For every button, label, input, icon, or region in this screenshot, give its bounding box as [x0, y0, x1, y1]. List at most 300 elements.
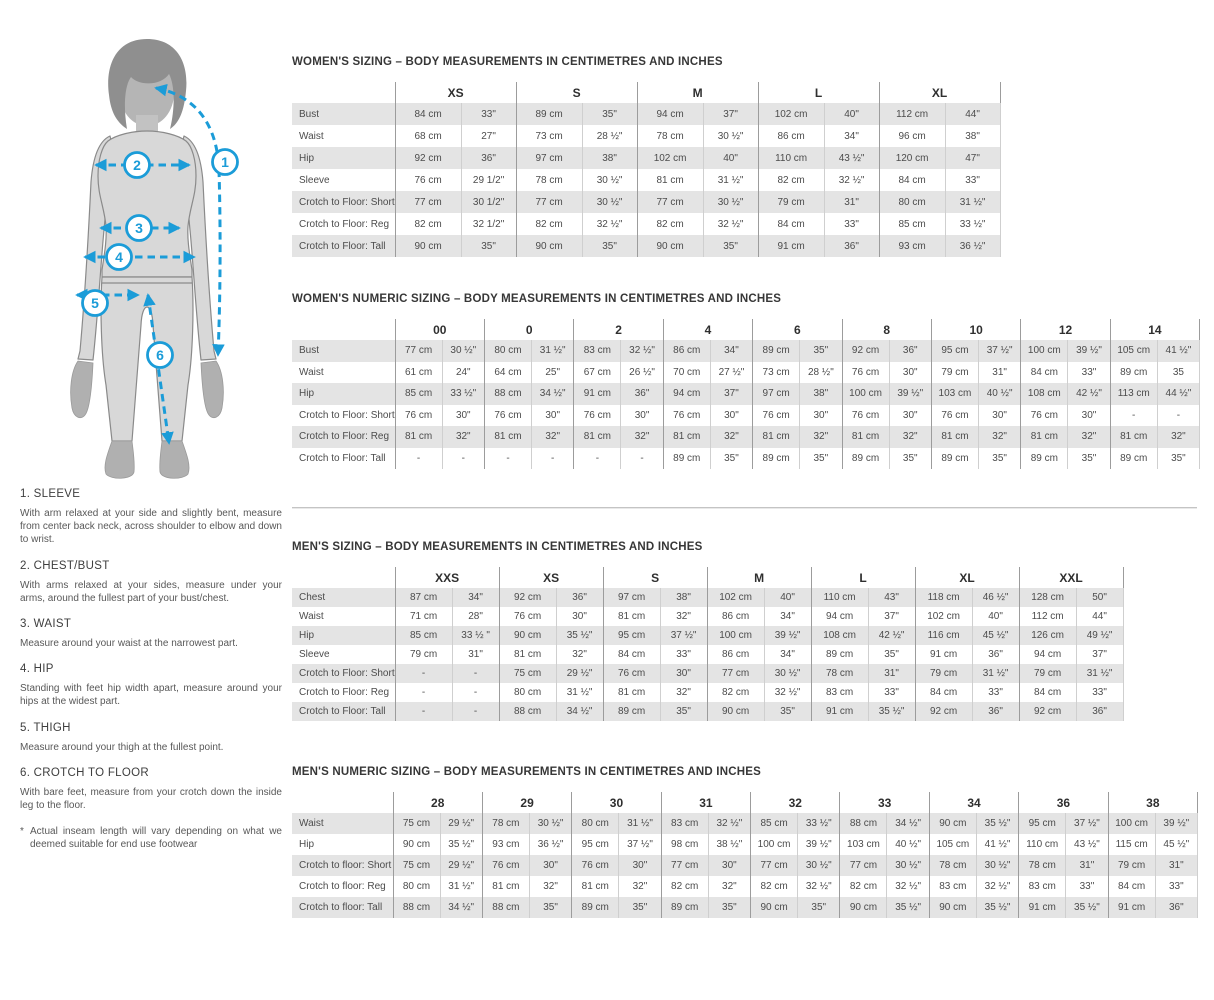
value-inches: 28 ½"	[582, 125, 637, 147]
marker-3-number: 3	[135, 220, 143, 236]
value-inches: 28 ½"	[800, 362, 842, 384]
value-inches: 32 ½"	[976, 876, 1018, 897]
value-inches: 30"	[529, 855, 571, 876]
row-label: Sleeve	[299, 174, 330, 186]
value-inches: 40 ½"	[978, 383, 1020, 405]
size-column-header: 12	[1021, 319, 1110, 340]
legend-text: With arms relaxed at your sides, measure under your arms, around the fullest part of your bust/chest.	[20, 579, 282, 604]
value-cm: 89 cm	[516, 103, 582, 125]
value-inches: 35"	[708, 897, 750, 918]
value-cm: 81 cm	[663, 426, 710, 448]
measurement-row	[292, 147, 1000, 169]
value-cm: 105 cm	[1110, 340, 1157, 362]
row-label: Sleeve	[299, 649, 330, 660]
measurement-row	[292, 426, 1200, 448]
value-inches: 36"	[972, 645, 1019, 664]
value-inches: 35"	[1068, 448, 1110, 470]
value-inches: 29 ½"	[440, 855, 482, 876]
value-inches: 34"	[764, 645, 811, 664]
legend-item-crotch-to-floor	[20, 767, 282, 812]
legend-text: Measure around your waist at the narrowest part.	[20, 637, 238, 649]
value-inches: 38"	[945, 125, 1000, 147]
value-inches: 33"	[1068, 362, 1110, 384]
value-cm: 96 cm	[879, 125, 945, 147]
value-cm: 100 cm	[1108, 813, 1155, 834]
value-inches: 32"	[556, 645, 603, 664]
mens-numeric-sizing-table	[292, 792, 1198, 918]
value-cm: 79 cm	[1019, 664, 1076, 683]
value-inches: 40"	[972, 607, 1019, 626]
row-label: Crotch to Floor: Reg	[299, 431, 390, 443]
measurement-row	[292, 645, 1123, 664]
value-cm: 84 cm	[1021, 362, 1068, 384]
value-inches: 34 ½"	[531, 383, 573, 405]
marker-5-number: 5	[91, 295, 99, 311]
value-inches: 44"	[945, 103, 1000, 125]
value-cm: 83 cm	[811, 683, 868, 702]
value-cm: 78 cm	[516, 169, 582, 191]
value-cm: 76 cm	[499, 607, 556, 626]
inseam-footnote	[20, 825, 282, 851]
value-inches: 31"	[452, 645, 499, 664]
value-cm: 81 cm	[1021, 426, 1068, 448]
value-inches: 33"	[868, 683, 915, 702]
value-inches: 32 ½"	[764, 683, 811, 702]
value-inches: 30"	[889, 405, 931, 427]
value-cm: -	[574, 448, 621, 470]
value-inches: 34"	[824, 125, 879, 147]
value-cm: 77 cm	[395, 191, 461, 213]
value-cm: 86 cm	[758, 125, 824, 147]
value-cm: 78 cm	[1019, 855, 1066, 876]
value-cm: 80 cm	[393, 876, 440, 897]
value-cm: 110 cm	[758, 147, 824, 169]
value-cm: 76 cm	[603, 664, 660, 683]
value-cm: 95 cm	[1019, 813, 1066, 834]
size-column-header: 34	[929, 792, 1018, 813]
womens-sizing-title: WOMEN'S SIZING – BODY MEASUREMENTS IN CENTIMETRES AND INCHES	[292, 56, 723, 68]
value-cm: 100 cm	[707, 626, 764, 645]
value-inches: 32"	[621, 426, 663, 448]
measurement-row	[292, 103, 1000, 125]
value-cm: 100 cm	[1021, 340, 1068, 362]
value-inches: 32"	[708, 876, 750, 897]
value-inches: 24"	[442, 362, 484, 384]
value-inches: 30 ½"	[582, 191, 637, 213]
value-inches: 46 ½"	[972, 588, 1019, 607]
value-inches: 32 ½"	[621, 340, 663, 362]
value-cm: 102 cm	[758, 103, 824, 125]
value-cm: -	[1110, 405, 1157, 427]
value-inches: 35"	[660, 702, 707, 721]
value-cm: 90 cm	[929, 813, 976, 834]
measurement-row	[292, 383, 1200, 405]
legend-title: 4. HIP	[20, 663, 54, 676]
value-cm: 87 cm	[395, 588, 452, 607]
value-inches: 43 ½"	[1066, 834, 1108, 855]
value-cm: 89 cm	[1110, 448, 1157, 470]
value-inches: 33"	[461, 103, 516, 125]
value-inches: 33"	[1155, 876, 1197, 897]
row-label: Hip	[299, 839, 315, 850]
value-inches: 30"	[800, 405, 842, 427]
value-cm: 73 cm	[753, 362, 800, 384]
value-cm: 61 cm	[395, 362, 442, 384]
value-cm: 90 cm	[840, 897, 887, 918]
value-inches: 35"	[1157, 448, 1199, 470]
value-inches: 42 ½"	[868, 626, 915, 645]
value-cm: 70 cm	[663, 362, 710, 384]
value-cm: 85 cm	[395, 383, 442, 405]
measurement-row	[292, 362, 1200, 384]
value-cm: 110 cm	[811, 588, 868, 607]
value-cm: 75 cm	[393, 855, 440, 876]
value-inches: 39 ½"	[1068, 340, 1110, 362]
value-cm: 84 cm	[758, 213, 824, 235]
size-column-header: 32	[751, 792, 840, 813]
legend-item-hip	[20, 663, 282, 708]
value-inches: 37"	[703, 103, 758, 125]
row-label: Crotch to Floor: Short	[299, 409, 395, 421]
value-cm: 88 cm	[482, 897, 529, 918]
size-column-header: XXL	[1019, 567, 1123, 588]
value-cm: 95 cm	[603, 626, 660, 645]
measurement-row	[292, 191, 1000, 213]
value-cm: 67 cm	[574, 362, 621, 384]
marker-4-number: 4	[115, 249, 123, 265]
value-inches: 32"	[1068, 426, 1110, 448]
value-cm: 78 cm	[637, 125, 703, 147]
value-cm: 80 cm	[484, 340, 531, 362]
value-cm: 89 cm	[572, 897, 619, 918]
mens-sizing-table	[292, 567, 1124, 721]
value-inches: 35"	[868, 645, 915, 664]
value-inches: 30 ½"	[442, 340, 484, 362]
value-inches: 32"	[710, 426, 752, 448]
value-inches: 30 ½"	[798, 855, 840, 876]
value-inches: 50"	[1076, 588, 1123, 607]
value-cm: -	[395, 683, 452, 702]
value-inches: 32"	[619, 876, 661, 897]
value-cm: 115 cm	[1108, 834, 1155, 855]
value-cm: 93 cm	[482, 834, 529, 855]
measurement-legend	[20, 488, 282, 851]
value-inches: 37"	[1076, 645, 1123, 664]
value-inches: 44 ½"	[1157, 383, 1199, 405]
marker-2-number: 2	[133, 157, 141, 173]
value-inches: 35 ½"	[440, 834, 482, 855]
value-cm: 81 cm	[842, 426, 889, 448]
measurement-row	[292, 626, 1123, 645]
value-inches: 35 ½"	[976, 897, 1018, 918]
measurement-row	[292, 588, 1123, 607]
row-label: Chest	[299, 592, 326, 603]
value-inches: -	[452, 683, 499, 702]
value-cm: 81 cm	[572, 876, 619, 897]
value-cm: 112 cm	[879, 103, 945, 125]
value-inches: 31 ½"	[556, 683, 603, 702]
row-label: Hip	[299, 630, 315, 641]
size-column-header: 14	[1110, 319, 1199, 340]
value-inches: 35 ½"	[976, 813, 1018, 834]
value-inches: 31"	[1155, 855, 1197, 876]
size-column-header: 00	[395, 319, 484, 340]
row-label: Crotch to Floor: Short	[299, 196, 395, 208]
value-cm: 112 cm	[1019, 607, 1076, 626]
value-inches: 34"	[710, 340, 752, 362]
legend-title: 6. CROTCH TO FLOOR	[20, 766, 149, 779]
value-inches: 35"	[529, 897, 571, 918]
size-column-header: 36	[1019, 792, 1108, 813]
value-cm: 90 cm	[516, 235, 582, 257]
value-cm: 76 cm	[484, 405, 531, 427]
value-inches: 32"	[442, 426, 484, 448]
value-cm: 78 cm	[929, 855, 976, 876]
value-inches: 30"	[660, 664, 707, 683]
value-inches: -	[452, 664, 499, 683]
value-inches: 32 ½"	[582, 213, 637, 235]
value-cm: 116 cm	[915, 626, 972, 645]
measurement-row	[292, 664, 1123, 683]
value-cm: 89 cm	[661, 897, 708, 918]
value-cm: -	[395, 664, 452, 683]
value-inches: 36"	[621, 383, 663, 405]
row-label: Bust	[299, 345, 320, 357]
value-cm: 90 cm	[499, 626, 556, 645]
marker-3	[127, 216, 152, 241]
value-cm: 88 cm	[484, 383, 531, 405]
size-header-row	[292, 567, 1123, 588]
row-label: Bust	[299, 108, 320, 120]
value-inches: 36"	[556, 588, 603, 607]
marker-5	[83, 291, 108, 316]
measurement-row	[292, 813, 1198, 834]
value-cm: 89 cm	[811, 645, 868, 664]
mens-sizing-title: MEN'S SIZING – BODY MEASUREMENTS IN CENTIMETRES AND INCHES	[292, 541, 703, 553]
size-column-header: S	[516, 82, 637, 103]
value-inches: 41 ½"	[1157, 340, 1199, 362]
value-cm: 89 cm	[753, 448, 800, 470]
value-inches: 37 ½"	[978, 340, 1020, 362]
value-inches: 35"	[800, 448, 842, 470]
value-inches: 32 ½"	[703, 213, 758, 235]
value-inches: 27 ½"	[710, 362, 752, 384]
value-cm: 97 cm	[753, 383, 800, 405]
value-cm: 83 cm	[574, 340, 621, 362]
value-inches: 31 ½"	[972, 664, 1019, 683]
value-cm: 89 cm	[1021, 448, 1068, 470]
value-cm: 92 cm	[395, 147, 461, 169]
value-cm: 77 cm	[751, 855, 798, 876]
value-inches: -	[442, 448, 484, 470]
value-inches: 45 ½"	[1155, 834, 1197, 855]
value-inches: 28"	[452, 607, 499, 626]
value-inches: 31"	[978, 362, 1020, 384]
size-column-header: XL	[915, 567, 1019, 588]
value-inches: 38 ½"	[708, 834, 750, 855]
measurement-row	[292, 683, 1123, 702]
value-cm: 77 cm	[840, 855, 887, 876]
value-cm: 81 cm	[482, 876, 529, 897]
value-inches: 35"	[978, 448, 1020, 470]
size-column-header: 31	[661, 792, 750, 813]
value-cm: 84 cm	[395, 103, 461, 125]
value-inches: 31 ½"	[440, 876, 482, 897]
value-inches: 33 ½ "	[452, 626, 499, 645]
size-column-header: XS	[499, 567, 603, 588]
marker-2	[125, 153, 150, 178]
value-inches: 37 ½"	[619, 834, 661, 855]
value-inches: 34 ½"	[440, 897, 482, 918]
value-inches: 36"	[972, 702, 1019, 721]
value-inches: 37 ½"	[660, 626, 707, 645]
size-column-header: M	[637, 82, 758, 103]
value-inches: 36"	[1155, 897, 1197, 918]
value-cm: 84 cm	[915, 683, 972, 702]
value-inches: 31 ½"	[1076, 664, 1123, 683]
value-cm: 81 cm	[1110, 426, 1157, 448]
size-column-header: 33	[840, 792, 929, 813]
value-cm: 85 cm	[395, 626, 452, 645]
section-divider	[292, 507, 1197, 509]
value-inches: 30"	[710, 405, 752, 427]
value-cm: 82 cm	[707, 683, 764, 702]
value-inches: 35"	[800, 340, 842, 362]
row-label: Crotch to floor: Tall	[299, 902, 383, 913]
value-cm: 76 cm	[395, 405, 442, 427]
legend-item-sleeve	[20, 488, 282, 547]
woman-silhouette	[71, 39, 224, 478]
value-cm: 84 cm	[603, 645, 660, 664]
size-column-header: 2	[574, 319, 663, 340]
value-inches: 30"	[889, 362, 931, 384]
size-column-header: XS	[395, 82, 516, 103]
measurement-row	[292, 855, 1198, 876]
value-inches: 36"	[1076, 702, 1123, 721]
value-cm: 100 cm	[842, 383, 889, 405]
measurement-row	[292, 405, 1200, 427]
legend-title: 2. CHEST/BUST	[20, 559, 110, 572]
value-cm: 84 cm	[1019, 683, 1076, 702]
value-inches: 35 ½"	[887, 897, 929, 918]
value-inches: -	[452, 702, 499, 721]
value-cm: 84 cm	[1108, 876, 1155, 897]
value-inches: -	[531, 448, 573, 470]
womens-sizing-table	[292, 82, 1001, 257]
value-inches: 33 ½"	[945, 213, 1000, 235]
value-inches: 30 ½"	[703, 125, 758, 147]
size-column-header: M	[707, 567, 811, 588]
value-cm: 89 cm	[603, 702, 660, 721]
value-cm: 91 cm	[758, 235, 824, 257]
value-cm: 89 cm	[842, 448, 889, 470]
value-inches: 32"	[660, 683, 707, 702]
value-inches: 35"	[710, 448, 752, 470]
value-cm: 95 cm	[572, 834, 619, 855]
corner-cell	[292, 567, 395, 588]
value-cm: 103 cm	[840, 834, 887, 855]
value-cm: 92 cm	[1019, 702, 1076, 721]
size-column-header: 4	[663, 319, 752, 340]
value-cm: 80 cm	[499, 683, 556, 702]
body-measurement-figure	[48, 25, 283, 485]
value-inches: 33 ½"	[442, 383, 484, 405]
value-inches: 30 ½"	[703, 191, 758, 213]
value-cm: 89 cm	[931, 448, 978, 470]
value-inches: 30"	[1068, 405, 1110, 427]
value-cm: 81 cm	[603, 683, 660, 702]
value-cm: 81 cm	[395, 426, 442, 448]
value-cm: 77 cm	[707, 664, 764, 683]
value-cm: 81 cm	[484, 426, 531, 448]
value-inches: 30"	[531, 405, 573, 427]
size-column-header: 6	[753, 319, 842, 340]
left-hand	[71, 361, 93, 418]
marker-1-number: 1	[221, 154, 229, 170]
value-cm: 84 cm	[879, 169, 945, 191]
value-inches: 29 ½"	[440, 813, 482, 834]
value-cm: 81 cm	[753, 426, 800, 448]
value-cm: 88 cm	[499, 702, 556, 721]
value-cm: 102 cm	[915, 607, 972, 626]
value-cm: 102 cm	[637, 147, 703, 169]
size-header-row	[292, 792, 1198, 813]
value-inches: 40"	[764, 588, 811, 607]
value-cm: 82 cm	[637, 213, 703, 235]
value-cm: 91 cm	[915, 645, 972, 664]
value-inches: 39 ½"	[1155, 813, 1197, 834]
value-inches: 37"	[868, 607, 915, 626]
row-label: Crotch to floor: Short	[299, 860, 392, 871]
value-inches: 37"	[710, 383, 752, 405]
row-label: Waist	[299, 130, 324, 142]
legend-text: With bare feet, measure from your crotch down the inside leg to the floor.	[20, 786, 282, 811]
value-cm: 79 cm	[758, 191, 824, 213]
value-cm: 90 cm	[637, 235, 703, 257]
value-cm: 85 cm	[751, 813, 798, 834]
value-inches: 33"	[972, 683, 1019, 702]
marker-1	[213, 150, 238, 175]
value-inches: 38"	[660, 588, 707, 607]
value-inches: 33"	[1066, 876, 1108, 897]
size-column-header: 30	[572, 792, 661, 813]
value-inches: 35 ½"	[868, 702, 915, 721]
value-cm: 92 cm	[915, 702, 972, 721]
value-cm: 81 cm	[499, 645, 556, 664]
value-cm: 128 cm	[1019, 588, 1076, 607]
right-hand	[201, 361, 223, 418]
row-label: Crotch to Floor: Short	[299, 668, 395, 679]
measurement-row	[292, 834, 1198, 855]
row-label: Crotch to floor: Reg	[299, 881, 386, 892]
value-inches: 31 ½"	[619, 813, 661, 834]
measurement-row	[292, 876, 1198, 897]
corner-cell	[292, 319, 395, 340]
value-inches: 42 ½"	[1068, 383, 1110, 405]
value-inches: 35"	[619, 897, 661, 918]
value-inches: 32 ½"	[887, 876, 929, 897]
value-inches: 30"	[556, 607, 603, 626]
value-inches: 37 ½"	[1066, 813, 1108, 834]
value-cm: 81 cm	[931, 426, 978, 448]
size-column-header: L	[758, 82, 879, 103]
value-inches: 35"	[703, 235, 758, 257]
value-cm: 82 cm	[840, 876, 887, 897]
value-inches: 29 ½"	[556, 664, 603, 683]
value-inches: 43 ½"	[824, 147, 879, 169]
footnote-text: Actual inseam length will vary depending on what we deemed suitable for end use footwear	[30, 826, 282, 851]
measurement-row	[292, 702, 1123, 721]
